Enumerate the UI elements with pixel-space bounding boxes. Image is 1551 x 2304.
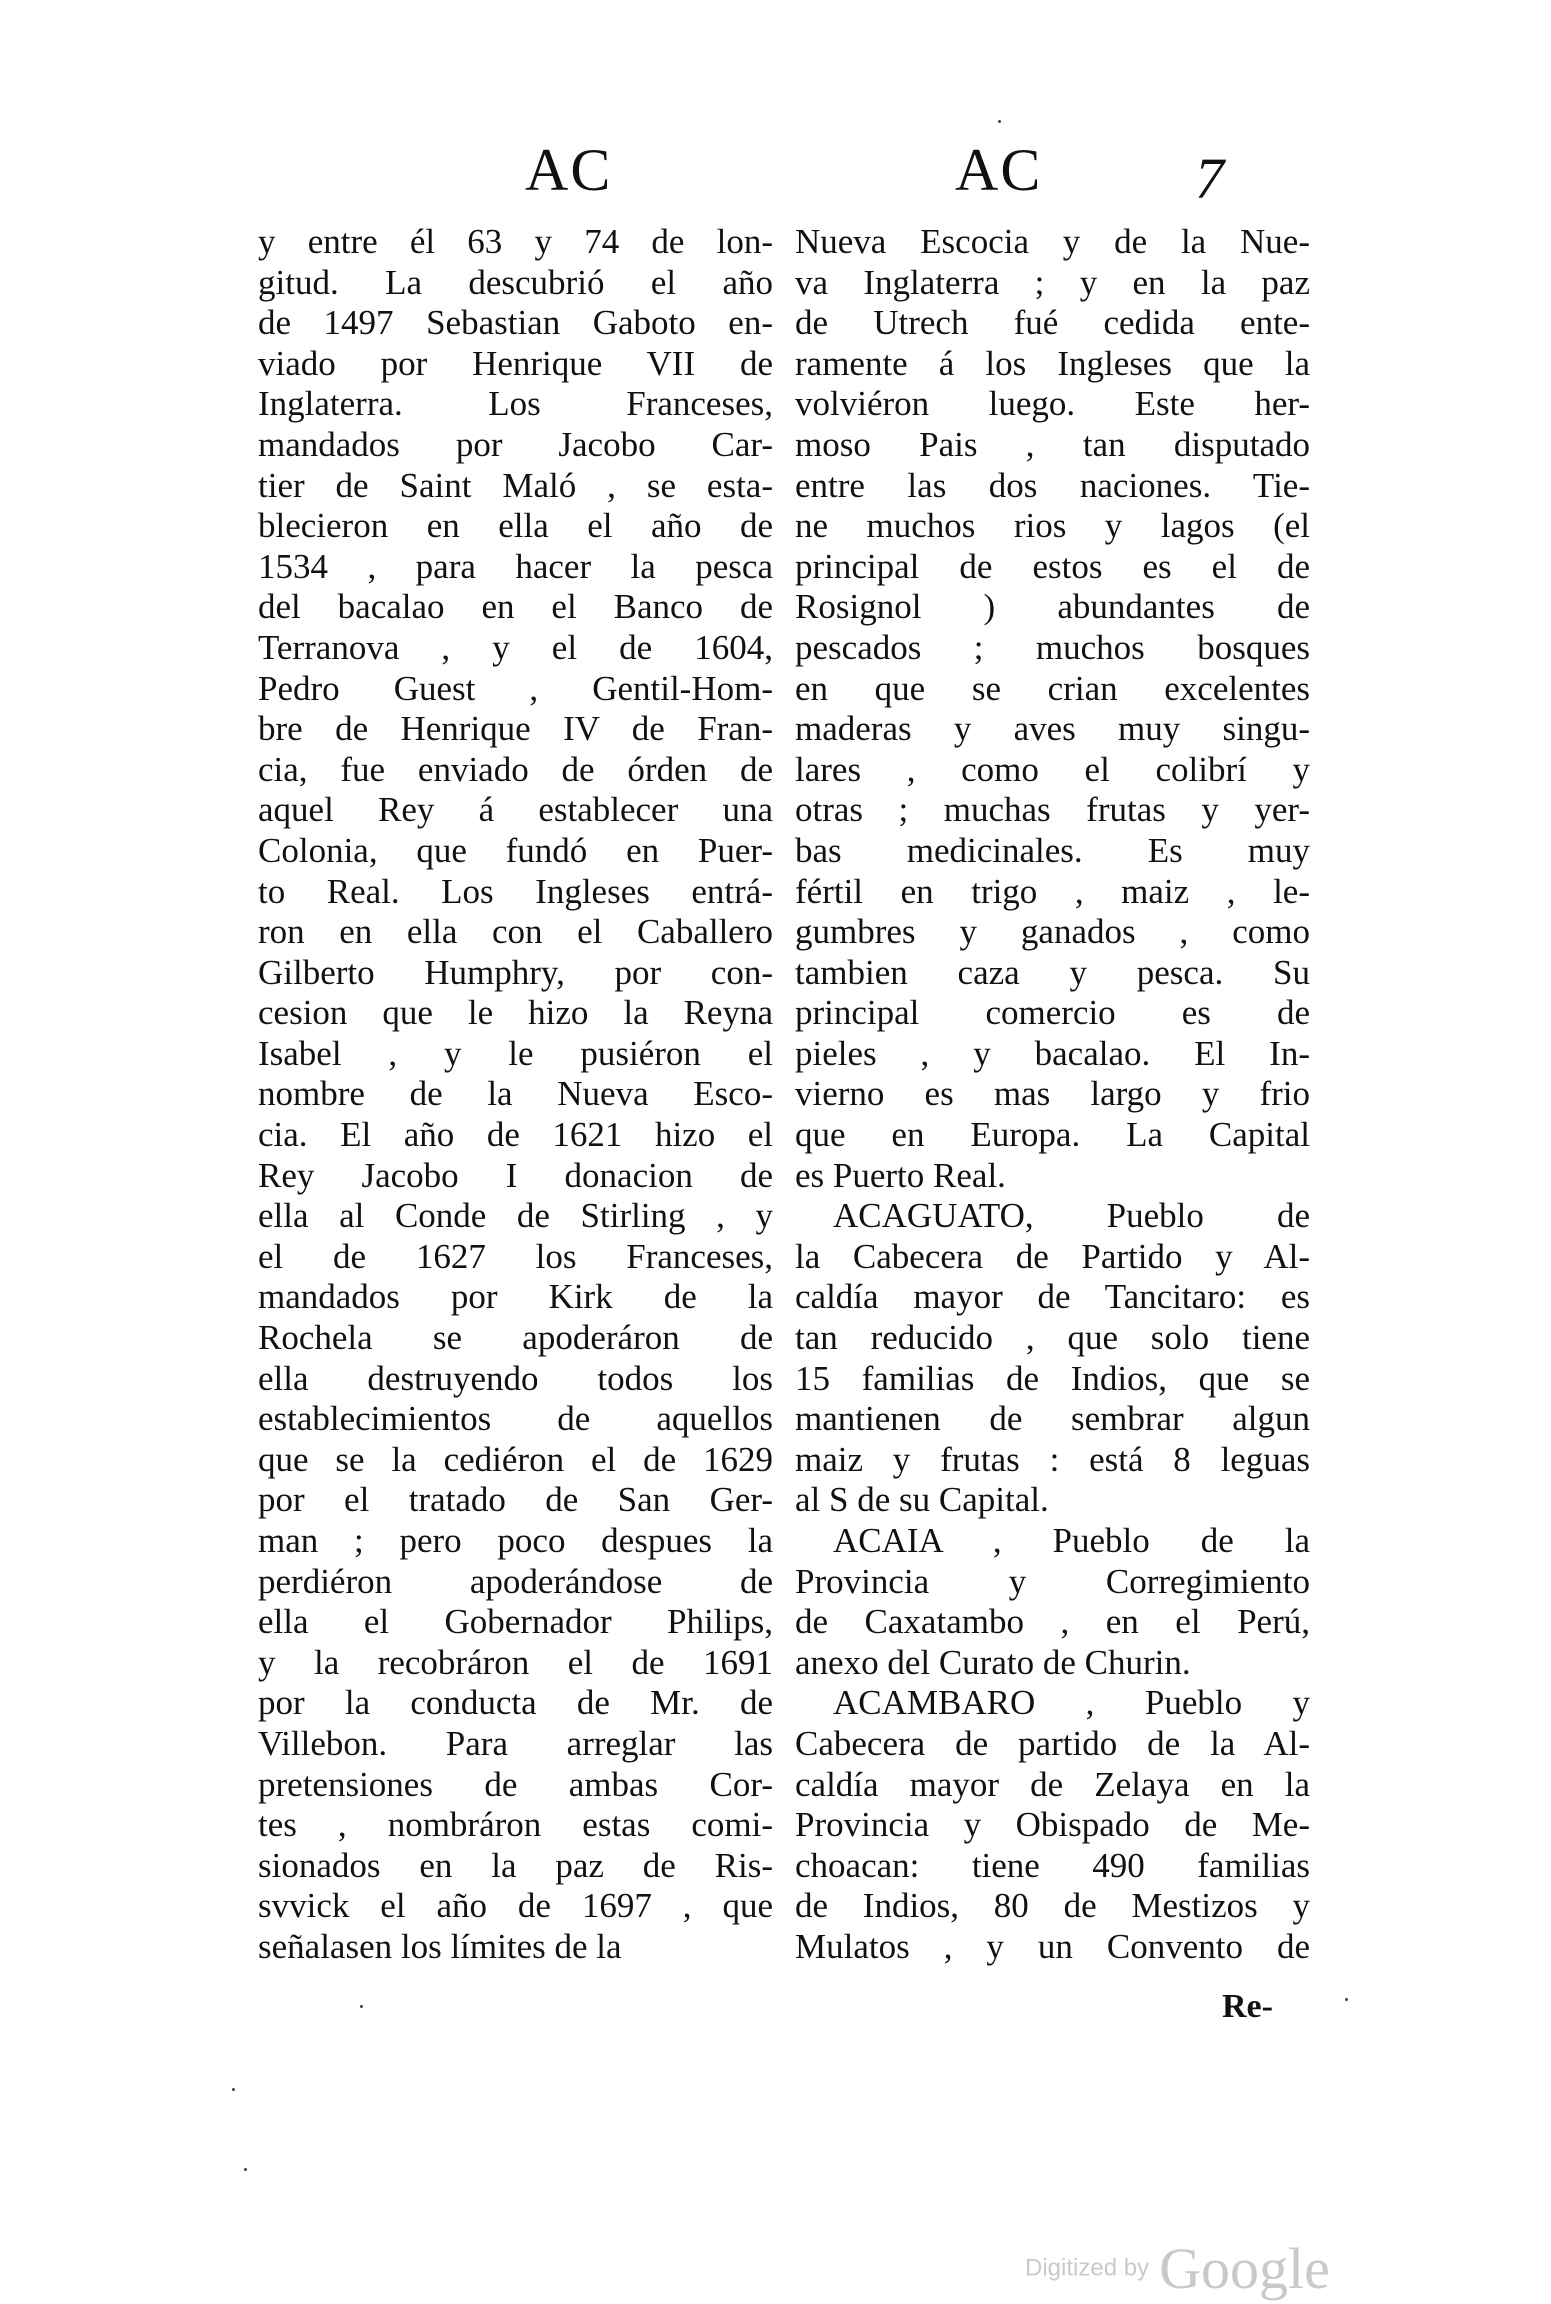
text-line: señalasen los límites de la (258, 1926, 622, 1966)
text-line: cia. El año de 1621 hizo el (258, 1115, 773, 1155)
text-line: en que se crian excelentes (795, 668, 1310, 708)
text-line: principal comercio es de (795, 993, 1310, 1033)
ink-speck (244, 2168, 247, 2171)
text-line: Isabel , y le pusiéron el (258, 1033, 773, 1073)
text-line: de Utrech fué cedida ente- (795, 303, 1310, 343)
text-line: caldía mayor de Zelaya en la (795, 1764, 1310, 1804)
text-line: vierno es mas largo y frio (795, 1074, 1310, 1114)
text-line: to Real. Los Ingleses entrá- (258, 871, 773, 911)
digitization-watermark (1025, 2235, 1330, 2302)
text-line: de 1497 Sebastian Gaboto en- (258, 303, 773, 343)
text-line: anexo del Curato de Churin. (795, 1642, 1191, 1682)
text-line: al S de su Capital. (795, 1480, 1049, 1520)
text-line: Provincia y Corregimiento (795, 1561, 1310, 1601)
text-line: mandados por Jacobo Car- (258, 424, 773, 464)
text-line: Inglaterra. Los Franceses, (258, 384, 773, 424)
left-text-column (258, 222, 773, 1968)
ink-speck (232, 2088, 235, 2091)
text-line: pescados ; muchos bosques (795, 627, 1310, 667)
text-line: gumbres y ganados , como (795, 912, 1310, 952)
text-line: fértil en trigo , maiz , le- (795, 871, 1310, 911)
text-line: ron en ella con el Caballero (258, 912, 773, 952)
text-line: choacan: tiene 490 familias (795, 1845, 1310, 1885)
text-line: Rosignol ) abundantes de (795, 587, 1310, 627)
text-line: ella destruyendo todos los (258, 1358, 773, 1398)
text-line: caldía mayor de Tancitaro: es (795, 1277, 1310, 1317)
text-line: va Inglaterra ; y en la paz (795, 262, 1310, 302)
text-line: de Caxatambo , en el Perú, (795, 1602, 1310, 1642)
text-line: tier de Saint Maló , se esta- (258, 465, 773, 505)
text-line: viado por Henrique VII de (258, 343, 773, 383)
text-line: y entre él 63 y 74 de lon- (258, 222, 773, 261)
text-line: blecieron en ella el año de (258, 506, 773, 546)
text-line: tambien caza y pesca. Su (795, 952, 1310, 992)
text-line: el de 1627 los Franceses, (258, 1236, 773, 1276)
text-line: por el tratado de San Ger- (258, 1480, 773, 1520)
text-line: 1534 , para hacer la pesca (258, 546, 773, 586)
text-line: Colonia, que fundó en Puer- (258, 830, 773, 870)
text-line: Provincia y Obispado de Me- (795, 1805, 1310, 1845)
text-line: ella al Conde de Stirling , y (258, 1196, 773, 1236)
text-line: tes , nombráron estas comi- (258, 1805, 773, 1845)
google-logo: Google (1159, 2236, 1330, 2301)
text-line: otras ; muchas frutas y yer- (795, 790, 1310, 830)
text-line: Gilberto Humphry, por con- (258, 952, 773, 992)
text-line: man ; pero poco despues la (258, 1521, 773, 1560)
text-line: aquel Rey á establecer una (258, 790, 773, 830)
page-number: 7 (1195, 146, 1224, 211)
text-line: Cabecera de partido de la Al- (795, 1723, 1310, 1763)
text-line: que en Europa. La Capital (795, 1115, 1310, 1155)
text-line: cia, fue enviado de órden de (258, 749, 773, 789)
text-line: del bacalao en el Banco de (258, 587, 773, 627)
text-line: bre de Henrique IV de Fran- (258, 709, 773, 749)
right-running-head: AC (955, 137, 1043, 203)
text-line: Mulatos , y un Convento de (795, 1926, 1310, 1966)
right-text-column (795, 222, 1310, 1968)
text-line: Villebon. Para arreglar las (258, 1723, 773, 1763)
text-line: maderas y aves muy singu- (795, 709, 1310, 749)
text-line: maiz y frutas : está 8 leguas (795, 1439, 1310, 1479)
entry-headword-line: ACAIA , Pueblo de la (833, 1521, 1310, 1560)
text-line: nombre de la Nueva Esco- (258, 1074, 773, 1114)
text-line: es Puerto Real. (795, 1155, 1006, 1195)
text-line: mantienen de sembrar algun (795, 1399, 1310, 1439)
text-line: bas medicinales. Es muy (795, 830, 1310, 870)
watermark-prefix: Digitized by (1025, 2254, 1150, 2282)
text-line: por la conducta de Mr. de (258, 1683, 773, 1723)
text-line: y la recobráron el de 1691 (258, 1642, 773, 1682)
text-line: tan reducido , que solo tiene (795, 1318, 1310, 1358)
text-line: Pedro Guest , Gentil-Hom- (258, 668, 773, 708)
text-line: 15 familias de Indios, que se (795, 1358, 1310, 1398)
text-line: ramente á los Ingleses que la (795, 343, 1310, 383)
text-line: mandados por Kirk de la (258, 1277, 773, 1317)
text-line: Rochela se apoderáron de (258, 1318, 773, 1358)
ink-speck (998, 120, 1001, 123)
catchword: Re- (1222, 1988, 1273, 2025)
text-line: svvick el año de 1697 , que (258, 1886, 773, 1926)
ink-speck (1345, 1998, 1348, 2001)
text-line: establecimientos de aquellos (258, 1399, 773, 1439)
text-line: Nueva Escocia y de la Nue- (795, 222, 1310, 261)
ink-speck (360, 2005, 363, 2008)
entry-headword-line: ACAMBARO , Pueblo y (833, 1683, 1310, 1723)
left-running-head: AC (525, 137, 613, 203)
text-line: cesion que le hizo la Reyna (258, 993, 773, 1033)
text-line: pretensiones de ambas Cor- (258, 1764, 773, 1804)
text-line: principal de estos es el de (795, 546, 1310, 586)
text-line: entre las dos naciones. Tie- (795, 465, 1310, 505)
text-line: de Indios, 80 de Mestizos y (795, 1886, 1310, 1926)
text-line: moso Pais , tan disputado (795, 424, 1310, 464)
text-line: volviéron luego. Este her- (795, 384, 1310, 424)
text-line: ne muchos rios y lagos (el (795, 506, 1310, 546)
text-line: Terranova , y el de 1604, (258, 627, 773, 667)
text-line: ella el Gobernador Philips, (258, 1602, 773, 1642)
text-line: Rey Jacobo I donacion de (258, 1155, 773, 1195)
entry-headword-line: ACAGUATO, Pueblo de (833, 1196, 1310, 1236)
text-line: sionados en la paz de Ris- (258, 1845, 773, 1885)
text-line: perdiéron apoderándose de (258, 1561, 773, 1601)
text-line: lares , como el colibrí y (795, 749, 1310, 789)
text-line: gitud. La descubrió el año (258, 262, 773, 302)
text-line: que se la cediéron el de 1629 (258, 1439, 773, 1479)
text-line: pieles , y bacalao. El In- (795, 1033, 1310, 1073)
text-line: la Cabecera de Partido y Al- (795, 1236, 1310, 1276)
